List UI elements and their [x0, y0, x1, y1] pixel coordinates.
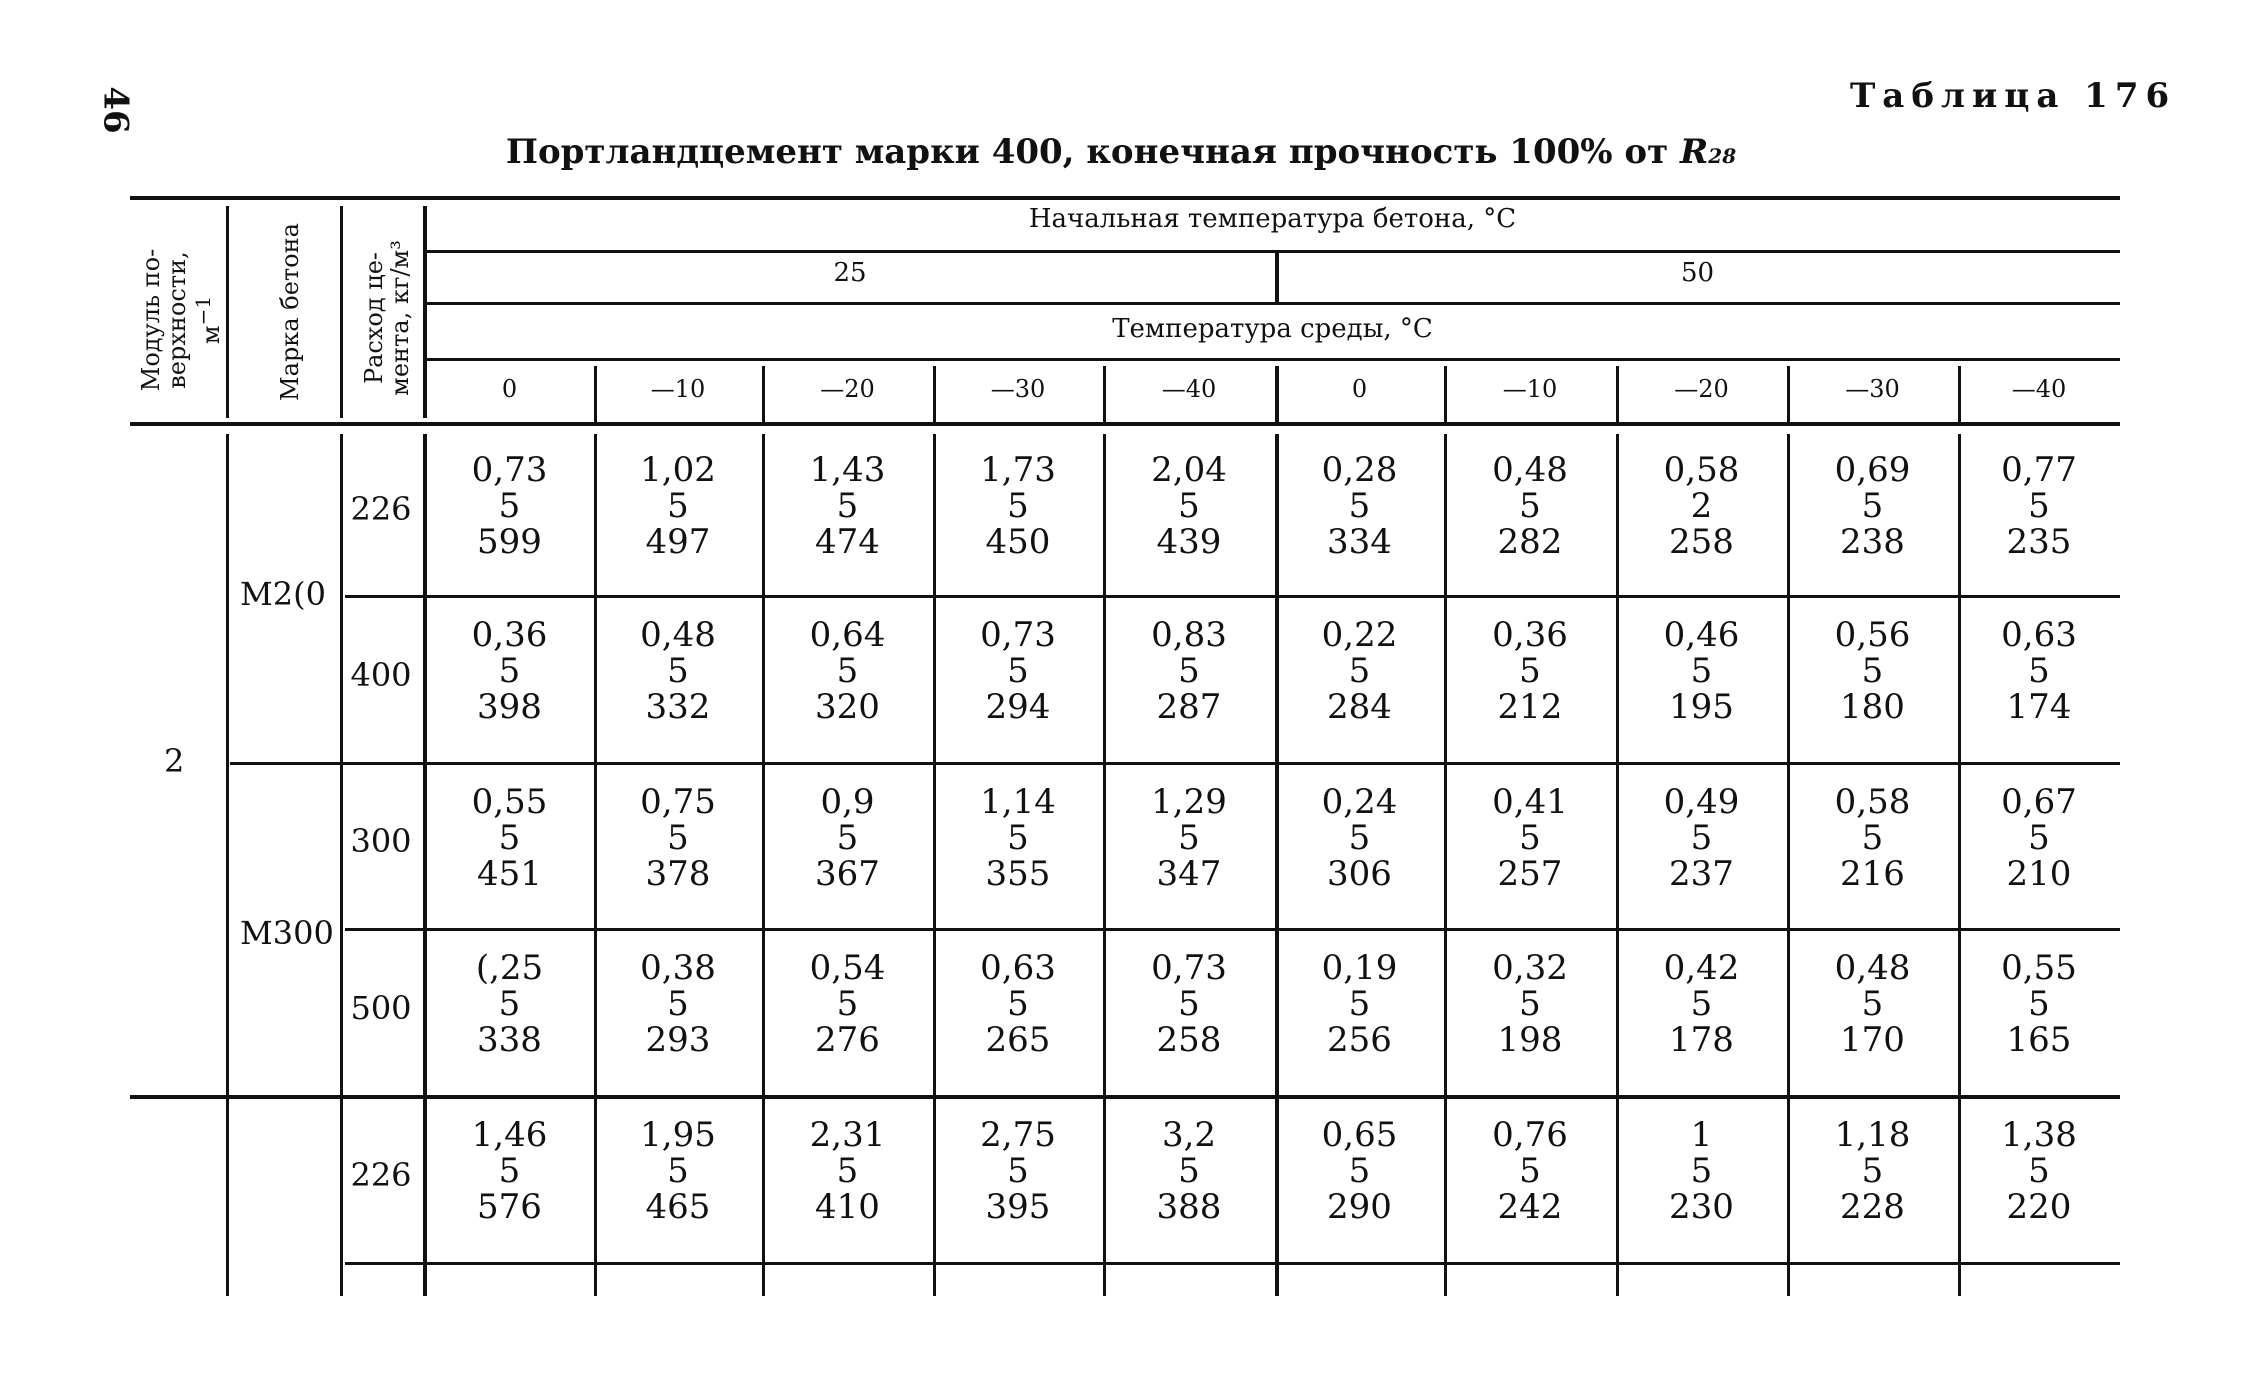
header-modulus-exp: −1 [191, 295, 215, 326]
table-rule-vertical [594, 366, 597, 422]
cell-index: 5 [1178, 984, 1200, 1024]
cell-coefficient: 0,63 [2001, 615, 2077, 655]
cement-cell: 226 [350, 1155, 412, 1194]
cell-time: 439 [1156, 522, 1222, 562]
cell-time: 282 [1497, 522, 1563, 562]
cell-time: 180 [1840, 687, 1905, 727]
cell-time: 398 [477, 687, 542, 727]
header-ambient-temp: Температура среды, °С [1112, 314, 1433, 344]
cell-time: 258 [1669, 522, 1734, 562]
cell-time: 195 [1669, 687, 1734, 727]
cell-coefficient: 0,48 [1834, 948, 1911, 988]
cell-coefficient: 0,64 [809, 615, 886, 655]
cell-coefficient: 1,02 [640, 450, 716, 490]
cell-time: 338 [477, 1020, 542, 1060]
table-rule-vertical [1275, 434, 1279, 1296]
cell-coefficient: 0,65 [1321, 1115, 1398, 1155]
cell-index: 5 [1178, 486, 1200, 526]
cell-time: 212 [1497, 687, 1563, 727]
cell-time: 165 [2006, 1020, 2072, 1060]
cell-index: 5 [1007, 1151, 1029, 1191]
table-cell [1787, 784, 1958, 892]
ambient-col-header: —10 [1502, 375, 1558, 403]
table-rule-horizontal [425, 250, 2120, 253]
cell-coefficient: 1,73 [980, 450, 1056, 490]
table-rule-vertical [1616, 366, 1619, 422]
ambient-col-header: —30 [990, 375, 1046, 403]
modulus-value: 2 [164, 742, 185, 780]
cell-index: 5 [1178, 1151, 1200, 1191]
header-initial-25: 25 [833, 258, 867, 288]
cell-index: 5 [1178, 818, 1200, 858]
cell-time: 474 [815, 522, 880, 562]
cell-coefficient: 0,9 [820, 782, 875, 822]
ambient-col-header: —20 [820, 375, 875, 403]
cell-coefficient: 0,48 [640, 615, 716, 655]
cement-cell: 300 [350, 822, 412, 860]
table-rule-vertical [1787, 366, 1790, 422]
cell-coefficient: 1,14 [980, 782, 1056, 822]
cell-time: 378 [645, 854, 711, 894]
header-initial-50: 50 [1680, 258, 1715, 288]
cell-coefficient: 3,2 [1161, 1115, 1217, 1155]
table-rule-vertical [1958, 366, 1961, 422]
cell-index: 5 [836, 1151, 859, 1191]
table-cell [1103, 784, 1275, 892]
header-cement-line-2: мента, кг/м³ [386, 240, 414, 396]
cell-coefficient: 0,54 [809, 948, 886, 988]
cell-coefficient: 0,56 [1834, 615, 1911, 655]
cell-coefficient: 0,73 [471, 450, 548, 490]
table-rule-horizontal [345, 1262, 2120, 1265]
cell-index: 5 [1519, 486, 1541, 526]
table-rule-vertical [933, 366, 936, 422]
table-cell [425, 1117, 594, 1225]
cell-index: 5 [498, 486, 521, 526]
cell-index: 5 [1690, 651, 1713, 691]
table-rule-horizontal [130, 422, 2120, 426]
cell-coefficient: 2,31 [809, 1115, 886, 1155]
cell-coefficient: 0,63 [980, 948, 1056, 988]
header-grade-text: Марка бетона [276, 223, 304, 401]
cell-index: 5 [2028, 1151, 2050, 1191]
table-cell [594, 950, 762, 1058]
cell-time: 355 [985, 854, 1051, 894]
header-modulus-line-2: верхности, [163, 251, 191, 389]
cell-index: 5 [1007, 486, 1029, 526]
header-modulus-line-3 [190, 225, 224, 415]
cell-index: 5 [498, 1151, 521, 1191]
cell-index: 5 [1007, 818, 1029, 858]
cell-time: 284 [1327, 687, 1392, 727]
table-rule-vertical [762, 434, 765, 1296]
cell-index: 5 [1348, 651, 1371, 691]
cell-index: 5 [667, 818, 689, 858]
cement-cell: 500 [350, 988, 412, 1027]
cell-time: 220 [2006, 1187, 2072, 1227]
cell-coefficient: 2,04 [1151, 450, 1227, 490]
ambient-col-header: —40 [2011, 375, 2067, 403]
table-cell [1444, 784, 1616, 892]
cell-coefficient: 0,32 [1492, 948, 1568, 988]
cell-coefficient: 0,83 [1151, 615, 1227, 655]
cell-time: 216 [1840, 854, 1905, 894]
table-cell [1103, 452, 1275, 560]
table-rule-vertical [1787, 434, 1790, 1296]
table-rule-vertical [1444, 434, 1447, 1296]
table-cell [1616, 784, 1787, 892]
cell-index: 5 [1690, 1151, 1713, 1191]
table-cell [1275, 1117, 1444, 1225]
cell-time: 395 [985, 1187, 1051, 1227]
cell-coefficient: 1,29 [1151, 782, 1227, 822]
table-cell [594, 617, 762, 725]
table-rule-vertical [226, 206, 229, 418]
cell-coefficient: 0,42 [1663, 948, 1740, 988]
cell-index: 5 [2028, 984, 2050, 1024]
table-label: Таблица 176 [1850, 76, 2177, 116]
cell-index: 5 [1348, 818, 1371, 858]
table-cell [1444, 617, 1616, 725]
cell-coefficient: 0,73 [980, 615, 1056, 655]
cell-index: 5 [1861, 818, 1884, 858]
table-cell [425, 452, 594, 560]
table-rule-horizontal [345, 928, 2120, 931]
table-rule-vertical [1444, 366, 1447, 422]
cell-coefficient: 0,58 [1663, 450, 1740, 490]
cell-time: 450 [985, 522, 1051, 562]
table-rule-vertical [933, 434, 936, 1296]
table-rule-vertical [1103, 366, 1106, 422]
cell-index: 5 [1007, 651, 1029, 691]
table-rule-horizontal [230, 762, 2120, 765]
cell-coefficient: 0,49 [1663, 782, 1740, 822]
table-cell [1103, 1117, 1275, 1225]
cell-coefficient: 0,38 [640, 948, 716, 988]
table-cell [762, 784, 933, 892]
cell-time: 178 [1669, 1020, 1734, 1060]
cell-index: 5 [1861, 984, 1884, 1024]
cell-time: 332 [645, 687, 711, 727]
ambient-col-header: 0 [501, 375, 518, 403]
cell-coefficient: 0,24 [1321, 782, 1398, 822]
cell-time: 174 [2006, 687, 2072, 727]
cell-coefficient: 0,22 [1321, 615, 1398, 655]
cell-coefficient: 1,18 [1834, 1115, 1911, 1155]
cell-time: 451 [477, 854, 542, 894]
grade-m200: М2(0 [240, 575, 326, 613]
cell-coefficient: 1,95 [640, 1115, 716, 1155]
table-rule-vertical [423, 434, 427, 1296]
ambient-col-header: —20 [1674, 375, 1729, 403]
cell-coefficient: 0,58 [1834, 782, 1911, 822]
cell-time: 237 [1669, 854, 1734, 894]
table-cell [1958, 784, 2120, 892]
cell-time: 230 [1669, 1187, 1734, 1227]
cell-coefficient: 0,77 [2001, 450, 2077, 490]
cell-time: 347 [1156, 854, 1222, 894]
cell-time: 465 [645, 1187, 711, 1227]
table-cell [1275, 617, 1444, 725]
cell-coefficient: 0,75 [640, 782, 716, 822]
cell-time: 290 [1327, 1187, 1392, 1227]
header-initial-temp: Начальная температура бетона, °С [1028, 204, 1517, 234]
cell-index: 5 [1007, 984, 1029, 1024]
cell-index: 2 [1690, 486, 1713, 526]
cell-index: 5 [1861, 486, 1884, 526]
cell-time: 320 [815, 687, 880, 727]
cell-time: 198 [1497, 1020, 1563, 1060]
cell-index: 5 [1348, 486, 1371, 526]
table-cell [1958, 452, 2120, 560]
cell-coefficient: 1 [1690, 1115, 1713, 1155]
table-cell [1958, 1117, 2120, 1225]
cell-time: 576 [477, 1187, 542, 1227]
cell-index: 5 [836, 651, 859, 691]
cell-index: 5 [1519, 1151, 1541, 1191]
table-rule-vertical [1275, 252, 1279, 302]
cell-index: 5 [1348, 1151, 1371, 1191]
table-cell [1616, 452, 1787, 560]
cell-time: 276 [815, 1020, 880, 1060]
table-rule-vertical [594, 434, 597, 1296]
table-rule-vertical [340, 434, 343, 1296]
table-cell [594, 784, 762, 892]
cell-coefficient: 0,46 [1663, 615, 1740, 655]
ambient-col-header: —30 [1845, 375, 1900, 403]
cell-time: 367 [815, 854, 880, 894]
cell-index: 5 [667, 1151, 689, 1191]
table-rule-vertical [423, 206, 427, 418]
cell-coefficient: 0,76 [1492, 1115, 1568, 1155]
table-cell [1787, 1117, 1958, 1225]
cell-index: 5 [836, 818, 859, 858]
table-cell [933, 950, 1103, 1058]
cell-index: 5 [667, 651, 689, 691]
r-symbol: R [1680, 132, 1709, 172]
cell-time: 294 [985, 687, 1051, 727]
cell-index: 5 [2028, 818, 2050, 858]
header-modulus-line-1: Модуль по- [137, 248, 165, 392]
cell-time: 258 [1156, 1020, 1222, 1060]
cell-index: 5 [1690, 984, 1713, 1024]
header-cement [361, 220, 421, 416]
cell-coefficient: 0,41 [1492, 782, 1568, 822]
table-cell [762, 617, 933, 725]
table-rule-vertical [340, 206, 343, 418]
table-rule-horizontal [130, 196, 2120, 200]
table-cell [1787, 950, 1958, 1058]
table-rule-vertical [1103, 434, 1106, 1296]
table-cell [1103, 617, 1275, 725]
table-rule-horizontal [130, 1095, 2120, 1099]
table-rule-horizontal [425, 302, 2120, 305]
table-cell [933, 784, 1103, 892]
cell-coefficient: 0,19 [1321, 948, 1398, 988]
cell-index: 5 [1519, 984, 1541, 1024]
table-cell [425, 617, 594, 725]
cell-coefficient: 2,75 [980, 1115, 1056, 1155]
table-cell [1444, 950, 1616, 1058]
ambient-col-header: —10 [650, 375, 706, 403]
cell-index: 5 [1178, 651, 1200, 691]
cell-time: 599 [477, 522, 542, 562]
cell-time: 265 [985, 1020, 1051, 1060]
table-cell [425, 950, 594, 1058]
table-cell [1958, 617, 2120, 725]
cement-cell: 400 [350, 655, 412, 694]
table-cell [1275, 452, 1444, 560]
cell-time: 306 [1327, 854, 1392, 894]
cell-time: 257 [1497, 854, 1563, 894]
ambient-col-header: 0 [1351, 375, 1368, 403]
cell-time: 497 [645, 522, 711, 562]
cell-coefficient: 0,48 [1492, 450, 1568, 490]
cell-index: 5 [667, 486, 689, 526]
table-cell [1616, 950, 1787, 1058]
header-cement-line-1: Расход це- [360, 251, 388, 385]
cell-time: 334 [1327, 522, 1392, 562]
header-grade [277, 212, 309, 412]
table-cell [762, 950, 933, 1058]
table-cell [933, 452, 1103, 560]
grade-m300: М300 [240, 914, 334, 952]
table-rule-vertical [762, 366, 765, 422]
cell-coefficient: 0,36 [471, 615, 548, 655]
cell-coefficient: 0,73 [1151, 948, 1227, 988]
table-cell [1275, 950, 1444, 1058]
cell-index: 5 [498, 984, 521, 1024]
cell-coefficient: (,25 [475, 948, 544, 988]
table-cell [762, 1117, 933, 1225]
table-cell [1275, 784, 1444, 892]
table-cell [1444, 1117, 1616, 1225]
cell-time: 287 [1156, 687, 1222, 727]
r-subscript: 28 [1708, 144, 1737, 168]
table-rule-vertical [1958, 434, 1961, 1296]
cell-coefficient: 0,69 [1834, 450, 1911, 490]
cell-index: 5 [2028, 651, 2050, 691]
cell-index: 5 [2028, 486, 2050, 526]
cell-coefficient: 0,67 [2001, 782, 2077, 822]
table-title [0, 132, 2242, 172]
table-cell [594, 1117, 762, 1225]
cell-time: 238 [1840, 522, 1905, 562]
cell-index: 5 [1861, 651, 1884, 691]
cell-time: 256 [1327, 1020, 1392, 1060]
header-modulus-unit: м [197, 325, 225, 345]
cell-index: 5 [667, 984, 689, 1024]
table-cell [1616, 1117, 1787, 1225]
cell-coefficient: 0,36 [1492, 615, 1568, 655]
cell-index: 5 [1519, 818, 1541, 858]
table-rule-horizontal [345, 595, 2120, 598]
table-rule-vertical [1275, 366, 1279, 422]
header-modulus [138, 225, 228, 415]
table-rule-vertical [1616, 434, 1619, 1296]
cell-coefficient: 0,55 [471, 782, 548, 822]
table-cell [933, 1117, 1103, 1225]
cement-cell: 226 [350, 489, 412, 528]
ambient-col-header: —40 [1161, 375, 1217, 403]
table-cell [425, 784, 594, 892]
cell-index: 5 [1348, 984, 1371, 1024]
table-cell [1444, 452, 1616, 560]
cell-coefficient: 1,38 [2001, 1115, 2077, 1155]
cell-index: 5 [1861, 1151, 1884, 1191]
cell-time: 242 [1497, 1187, 1563, 1227]
cell-time: 235 [2006, 522, 2072, 562]
cell-coefficient: 0,28 [1321, 450, 1398, 490]
cell-time: 210 [2006, 854, 2072, 894]
cell-time: 388 [1156, 1187, 1222, 1227]
table-cell [762, 452, 933, 560]
table-cell [933, 617, 1103, 725]
table-cell [1787, 617, 1958, 725]
table-cell [594, 452, 762, 560]
table-cell [1958, 950, 2120, 1058]
cell-index: 5 [498, 818, 521, 858]
cell-coefficient: 0,55 [2001, 948, 2077, 988]
page-number: 46 [95, 86, 136, 134]
table-rule-vertical [226, 434, 229, 1296]
cell-index: 5 [498, 651, 521, 691]
table-rule-horizontal [425, 358, 2120, 361]
table-cell [1616, 617, 1787, 725]
table-cell [1103, 950, 1275, 1058]
table-title-text: Портландцемент марки 400, конечная прочность 100% от [505, 132, 1681, 172]
cell-time: 293 [645, 1020, 711, 1060]
cell-coefficient: 1,46 [471, 1115, 548, 1155]
cell-index: 5 [1690, 818, 1713, 858]
cell-time: 410 [815, 1187, 880, 1227]
cell-index: 5 [1519, 651, 1541, 691]
cell-time: 170 [1840, 1020, 1905, 1060]
table-cell [1787, 452, 1958, 560]
cell-time: 228 [1840, 1187, 1905, 1227]
cell-index: 5 [836, 984, 859, 1024]
cell-coefficient: 1,43 [809, 450, 886, 490]
cell-index: 5 [836, 486, 859, 526]
